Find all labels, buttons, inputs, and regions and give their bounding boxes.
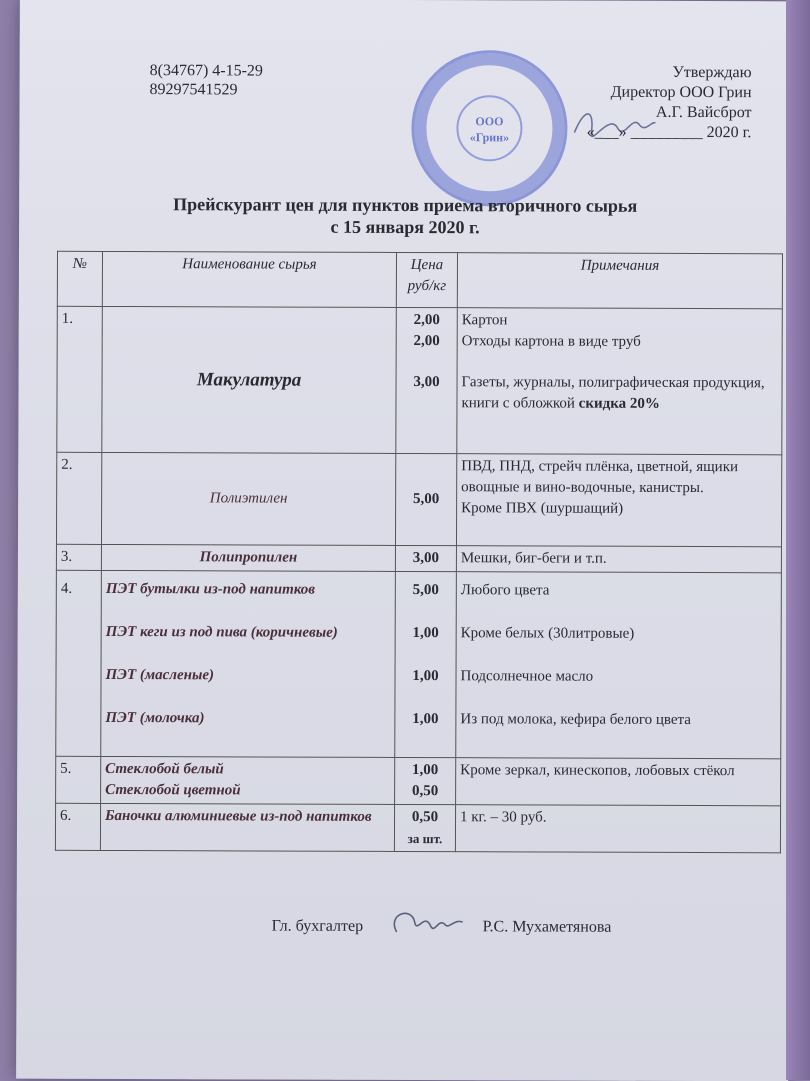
name-1: ПЭТ бутылки из-под напитков <box>105 580 316 598</box>
row-num: 1. <box>57 306 103 452</box>
phone-block <box>150 61 263 99</box>
approval-block <box>587 63 752 144</box>
row-name: Полиэтилен <box>101 452 395 545</box>
row-name <box>101 756 395 804</box>
row-name: Баночки алюминиевые из-под напитков <box>100 803 394 851</box>
row-price <box>395 571 457 757</box>
table-row <box>56 544 781 573</box>
stamp-center-text: ООО «Грин» <box>456 95 522 161</box>
row-num: 4. <box>56 570 102 756</box>
approve-line-2: Директор ООО Грин <box>610 83 752 102</box>
note-2: Отходы картона в виде труб <box>461 333 641 350</box>
price-2: 2,00 <box>413 333 440 350</box>
price-1: 0,50 <box>411 809 439 826</box>
approve-line-3: А.Г. Вайсброт <box>655 103 752 122</box>
row-price: 5,00 <box>395 453 456 545</box>
phone-2: 89297541529 <box>149 81 238 99</box>
row-note <box>456 572 782 759</box>
header-num: № <box>57 251 102 306</box>
row-note <box>456 454 781 547</box>
note-3: Газеты, журналы, полиграфическая продукция, книги с обложкой скидка 20% <box>461 374 765 412</box>
price-1: 1,00 <box>412 762 439 779</box>
accountant-name: Р.С. Мухаметянова <box>482 918 612 936</box>
row-price <box>395 757 456 804</box>
row-num: 6. <box>55 803 100 850</box>
price-3: 1,00 <box>412 668 439 685</box>
accountant-signature <box>387 904 467 944</box>
row-note: 1 кг. – 30 руб. <box>455 805 780 853</box>
accountant-label: Гл. бухгалтер <box>271 917 364 935</box>
row-note: Кроме зеркал, кинескопов, лобовых стёкол <box>456 758 781 806</box>
note-4: Из под молока, кефира белого цвета <box>460 711 691 729</box>
title-line-1: Прейскурант цен для пунктов приема вторичного сырья <box>173 194 638 216</box>
price-4: 1,00 <box>412 711 439 728</box>
document-sheet <box>16 0 792 1081</box>
name-2: Стеклобой цветной <box>105 781 241 799</box>
company-stamp <box>411 50 568 207</box>
price-unit: за шт. <box>407 831 443 847</box>
row-name: Макулатура <box>102 306 397 453</box>
table-row <box>56 570 782 759</box>
name-3: ПЭТ (масленые) <box>105 666 215 684</box>
header-name: Наименование сырья <box>102 251 396 307</box>
note-3: Подсолнечное масло <box>460 668 594 685</box>
price-2: 0,50 <box>411 783 439 800</box>
discount-label: скидка 20% <box>578 395 660 412</box>
note-2: Кроме ПВХ (шуршащий) <box>461 500 624 517</box>
note-1: ПВД, ПНД, стрейч плёнка, цветной, ящики овощные и вино-водочные, канистры. <box>461 458 739 497</box>
header-note: Примечания <box>457 253 782 309</box>
header-price: Цена руб/кг <box>396 252 457 307</box>
note-1: Любого цвета <box>460 582 550 599</box>
name-1: Стеклобой белый <box>105 760 224 778</box>
document-title <box>19 193 791 240</box>
name-2: ПЭТ кеги из под пива (коричневые) <box>105 623 338 641</box>
row-price <box>394 804 455 851</box>
row-num: 5. <box>56 756 101 803</box>
table-row <box>56 452 781 547</box>
row-name <box>101 570 396 757</box>
row-num: 2. <box>56 452 101 544</box>
background-edge <box>786 0 810 1080</box>
table-row <box>57 306 783 455</box>
row-name: Полипропилен <box>101 544 395 571</box>
footer-signature <box>17 917 789 936</box>
price-3: 3,00 <box>413 374 440 391</box>
table-row <box>55 803 780 853</box>
approve-line-4: «___» _________ 2020 г. <box>586 123 752 142</box>
row-price <box>396 307 458 453</box>
name-4: ПЭТ (молочка) <box>105 709 205 727</box>
row-note <box>457 308 783 455</box>
price-2: 1,00 <box>412 625 439 642</box>
price-table <box>55 251 783 854</box>
title-line-2: с 15 января 2020 г. <box>330 216 480 238</box>
row-price: 3,00 <box>395 545 456 571</box>
row-num: 3. <box>56 544 101 570</box>
note-1: Картон <box>461 312 508 329</box>
price-1: 5,00 <box>412 582 439 599</box>
table-row <box>56 756 781 806</box>
row-note: Мешки, биг-беги и т.п. <box>456 546 781 573</box>
approve-line-1: Утверждаю <box>672 63 752 82</box>
table-header-row <box>57 251 782 309</box>
phone-1: 8(34767) 4-15-29 <box>149 62 263 80</box>
price-1: 2,00 <box>413 312 440 329</box>
note-2: Кроме белых (30литровые) <box>460 625 635 642</box>
